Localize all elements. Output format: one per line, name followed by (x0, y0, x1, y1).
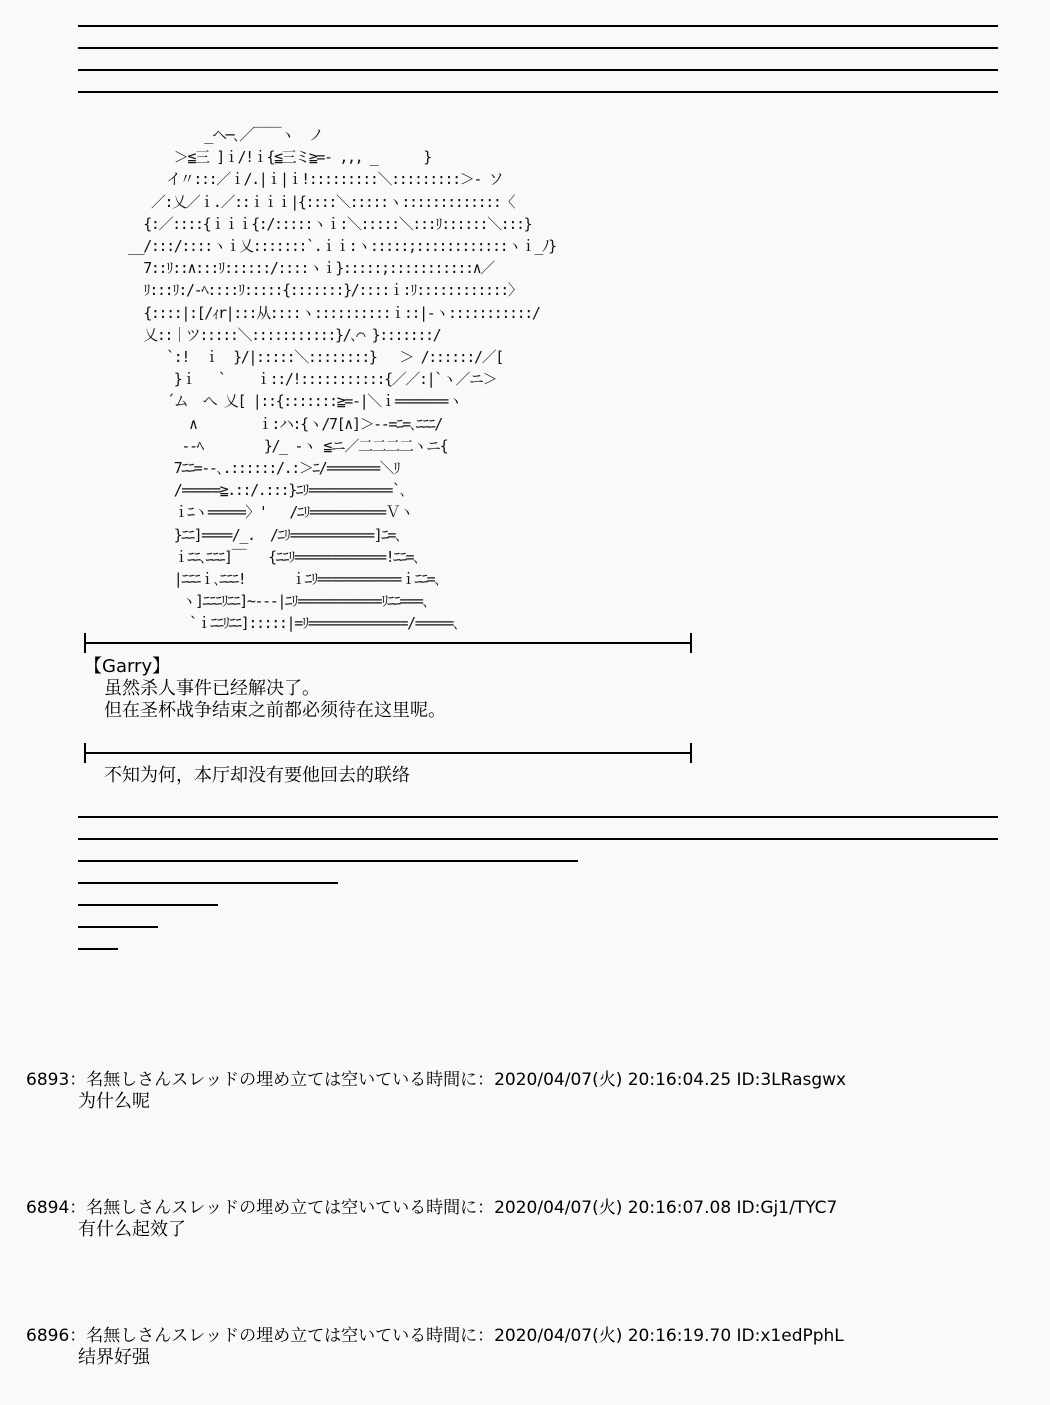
top-rule-3 (78, 69, 998, 71)
post-meta: ：名無しさんスレッドの埋め立ては空いている時間に：2020/04/07(火) 20:16:07.08 ID:Gj1/TYC7 (69, 1198, 838, 1218)
post-header (26, 1197, 837, 1219)
post-body: 为什么呢 (78, 1091, 150, 1112)
post-number: 6893 (26, 1070, 70, 1090)
dialogue-line-2: 但在圣杯战争结束之前都必须待在这里呢。 (104, 700, 446, 721)
dialogue-line-1: 虽然杀人事件已经解决了。 (104, 678, 320, 699)
bottom-rule-6 (78, 926, 158, 928)
post-number: 6894 (26, 1198, 70, 1218)
ascii-art: _ヘ─､／￣￣ヽ ノ ＞≦三 ]ｉ/!ｉ{≦三ミ≧=- ,,, _ } イ〃:::／ｉ/.|ｉ|ｉ!:::::::::＼:::::::::＞- ソ ／:乂／ｉ.／::ｉｉｉ|{::::＼:::::ヽ:::::::::::::〈 {:／::::{ｉｉｉ{:/:::::ヽｉ:＼:::::＼:::ﾘ::::::＼:::} __/:::/::::ヽｉ乂:::::::`.ｉｉ:ヽ:::::;::::::::::::ヽｉ_ﾉ} 7::ﾘ::∧:::ﾘ::::::/::::ヽｉ}:::::;:::::::::::∧／ ﾘ:::ﾘ:/-ﾍ::::ﾘ:::::{:::::::}/::::ｉ:ﾘ::::::::::::〉 {::::|:[/ｨr|:::从::::ヽ::::::::::ｉ::|-ヽ:::::::::::/ 乂::｜ツ:::::＼:::::::::::}/､⌒ }:::::::/ `:! ｉ }/|:::::＼::::::::} ＞ /::::::/／[ }ｉ ` ｉ::/!:::::::::::{／／:|`ヽ／ニ＞ ´ム へ 乂[ |::{:::::::≧=-|＼ｉ=======ヽ ∧ ｉ:ハ:{ヽ/7[∧]＞--=ﾆ=､ﾆﾆﾆ/ --ﾍ }/_ -ヽ ≦ニ／二二二二ヽニ{ 7ﾆﾆ=--､.::::::/.:＞ﾆ/=======＼ﾘ /=====≧.::/.:::}ﾆﾘ===========`､ ｉﾆヽ=====〉' /ﾆﾘ==========Ｖヽ }ﾆﾆ]====/_. /ﾆﾘ===========]ﾆ=､ ｉﾆﾆ､ﾆﾆﾆ]￣ {ﾆﾆﾘ============!ﾆﾆ=､ |ﾆﾆﾆｉ､ﾆﾆﾆ! ｉﾆﾘ===========ｉﾆﾆ=､ ヽ]ﾆﾆﾆﾘﾆﾆ]~---|ﾆﾘ===========ﾘﾆﾆ===､ `ｉﾆﾆﾘﾆﾆ]:::::|=ﾘ=============/=====､ (128, 126, 556, 633)
top-rule-2 (78, 47, 998, 49)
post-meta: ：名無しさんスレッドの埋め立ては空いている時間に：2020/04/07(火) 20:16:19.70 ID:x1edPphL (69, 1326, 844, 1346)
bottom-rule-2 (78, 838, 998, 840)
bottom-rule-7 (78, 948, 118, 950)
narration-aside: 不知为何，本厅却没有要他回去的联络 (104, 765, 410, 786)
post-header (26, 1325, 844, 1347)
bottom-rule-4 (78, 882, 338, 884)
post-number: 6896 (26, 1326, 70, 1346)
speaker-label: 【Garry】 (84, 656, 171, 677)
bottom-rule-1 (78, 816, 998, 818)
top-rule-1 (78, 25, 998, 27)
bottom-rule-3 (78, 860, 578, 862)
top-rule-4 (78, 91, 998, 93)
divider-rule-2 (78, 743, 698, 763)
post-body: 结界好强 (78, 1347, 150, 1368)
post-header (26, 1069, 846, 1091)
post-body: 有什么起效了 (78, 1219, 186, 1240)
divider-rule-1 (78, 633, 698, 653)
post-meta: ：名無しさんスレッドの埋め立ては空いている時間に：2020/04/07(火) 20:16:04.25 ID:3LRasgwx (69, 1070, 847, 1090)
bottom-rule-5 (78, 904, 218, 906)
